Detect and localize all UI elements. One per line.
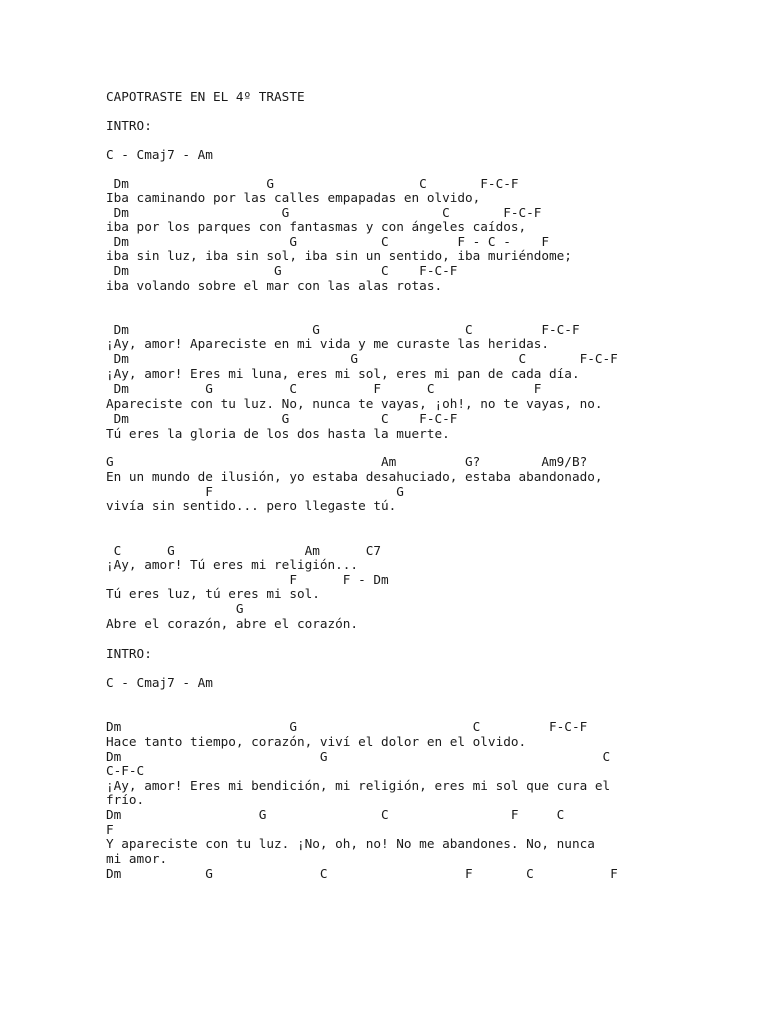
chord-line: Dm G C F C F <box>106 866 618 881</box>
chord-line: F F - Dm <box>106 572 389 587</box>
lyric-line: Tú eres luz, tú eres mi sol. <box>106 586 320 601</box>
chord-line: F <box>106 822 114 837</box>
capo-heading: CAPOTRASTE EN EL 4º TRASTE <box>106 89 305 104</box>
chord-line: Dm G C F C F <box>106 381 542 396</box>
lyric-line: ¡Ay, amor! Tú eres mi religión... <box>106 557 359 572</box>
lyric-line: frío. <box>106 792 145 807</box>
lyric-line: Abre el corazón, abre el corazón. <box>106 616 359 631</box>
lyric-line: Iba caminando por las calles empapadas en olvido, <box>106 190 481 205</box>
chord-line: Dm G C F C <box>106 807 565 822</box>
lyric-line: Y apareciste con tu luz. ¡No, oh, no! No me abandones. No, nunca <box>106 836 595 851</box>
section-label-intro: INTRO: <box>106 646 152 661</box>
chord-line: C G Am C7 <box>106 543 381 558</box>
lyric-line: Apareciste con tu luz. No, nunca te vayas, ¡oh!, no te vayas, no. <box>106 396 603 411</box>
chord-line: Dm G C F-C-F <box>106 263 458 278</box>
lyric-line: iba sin luz, iba sin sol, iba sin un sentido, iba muriéndome; <box>106 248 572 263</box>
chord-line: Dm G C F - C - F <box>106 234 550 249</box>
chord-line: Dm G C F-C-F <box>106 719 588 734</box>
lyric-line: iba por los parques con fantasmas y con ángeles caídos, <box>106 219 527 234</box>
chord-line: Dm G C F-C-F <box>106 322 580 337</box>
chord-line: C-F-C <box>106 763 145 778</box>
chord-line: G <box>106 601 244 616</box>
lyric-line: Tú eres la gloria de los dos hasta la muerte. <box>106 426 450 441</box>
chord-line: Dm G C F-C-F <box>106 176 519 191</box>
lyric-line: ¡Ay, amor! Eres mi bendición, mi religión, eres mi sol que cura el <box>106 778 611 793</box>
section-label-intro: INTRO: <box>106 118 152 133</box>
lyric-line: ¡Ay, amor! Apareciste en mi vida y me curaste las heridas. <box>106 336 550 351</box>
chord-line: F G <box>106 484 404 499</box>
lyric-line: Hace tanto tiempo, corazón, viví el dolor en el olvido. <box>106 734 527 749</box>
chord-line: Dm G C <box>106 749 611 764</box>
chord-line: Dm G C F-C-F <box>106 411 458 426</box>
lyric-line: ¡Ay, amor! Eres mi luna, eres mi sol, eres mi pan de cada día. <box>106 366 580 381</box>
chord-line: C - Cmaj7 - Am <box>106 675 213 690</box>
chord-line: Dm G C F-C-F <box>106 205 542 220</box>
chord-line: G Am G? Am9/B? <box>106 454 588 469</box>
lyric-line: En un mundo de ilusión, yo estaba desahuciado, estaba abandonado, <box>106 469 603 484</box>
chord-line: Dm G C F-C-F <box>106 351 618 366</box>
chord-line: C - Cmaj7 - Am <box>106 147 213 162</box>
lyric-line: mi amor. <box>106 851 168 866</box>
lyric-line: vivía sin sentido... pero llegaste tú. <box>106 498 397 513</box>
lyric-line: iba volando sobre el mar con las alas rotas. <box>106 278 443 293</box>
